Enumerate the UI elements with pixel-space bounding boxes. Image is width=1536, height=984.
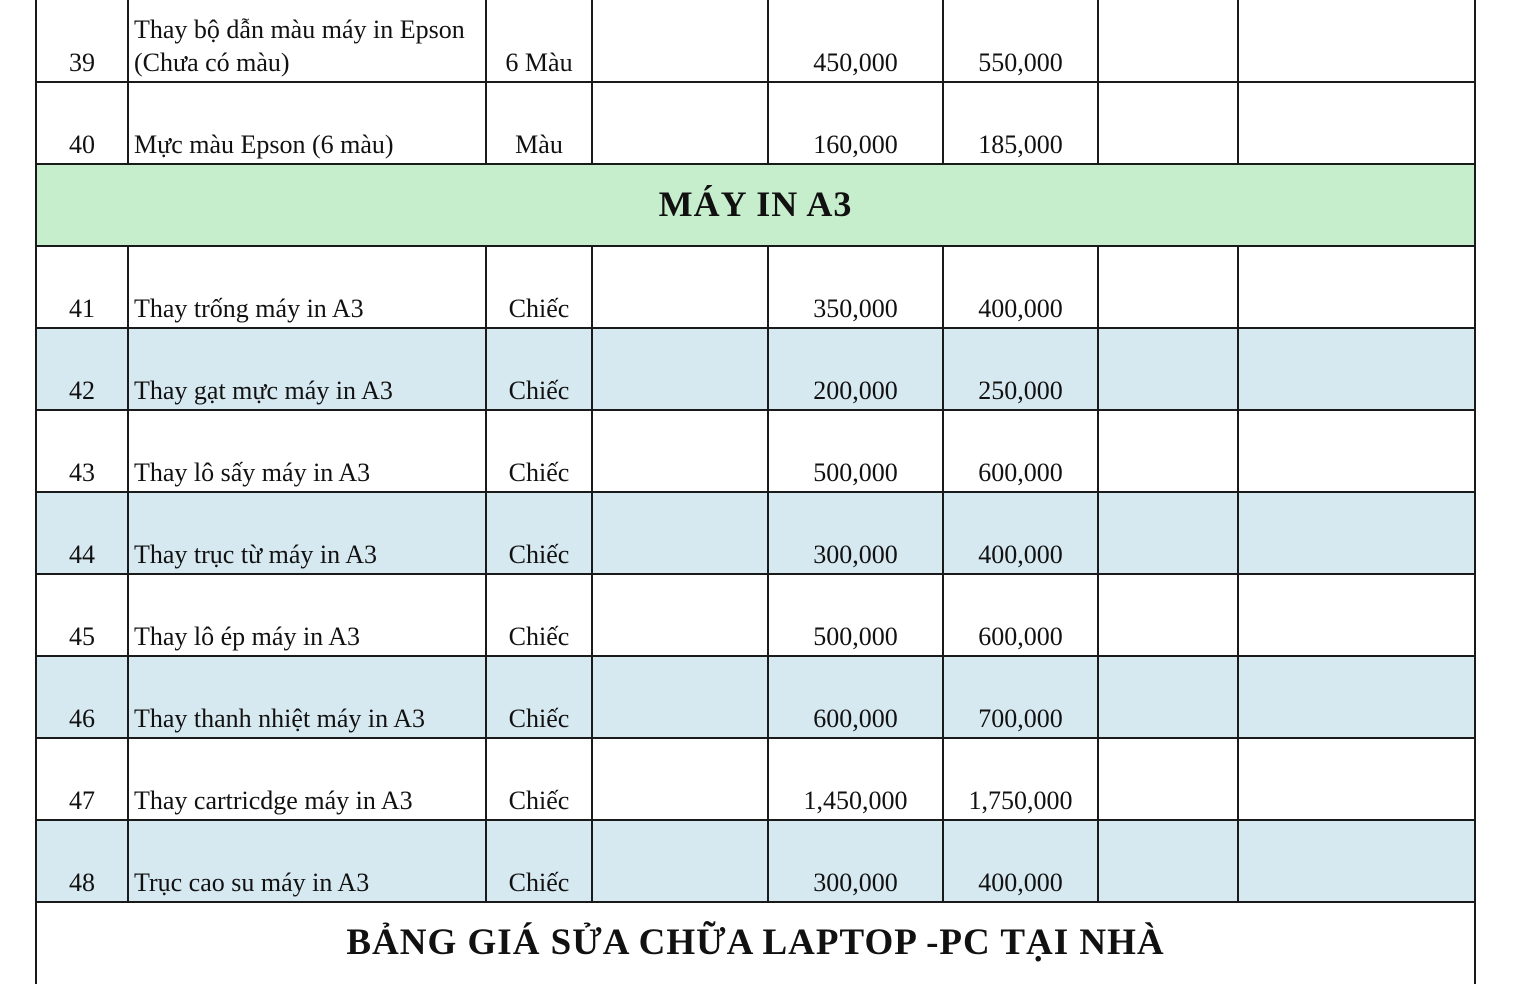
service-name: Thay trục từ máy in A3 <box>128 492 486 574</box>
empty-cell <box>592 82 768 164</box>
empty-cell <box>1238 656 1475 738</box>
unit-cell: Chiếc <box>486 656 592 738</box>
price-min-cell: 350,000 <box>768 246 943 328</box>
service-name: Thay lô ép máy in A3 <box>128 574 486 656</box>
empty-cell <box>1098 738 1238 820</box>
table-row <box>36 820 1475 902</box>
price-min-cell: 600,000 <box>768 656 943 738</box>
row-number: 43 <box>36 410 128 492</box>
empty-cell <box>592 0 768 82</box>
unit-cell: Chiếc <box>486 738 592 820</box>
unit-cell: Màu <box>486 82 592 164</box>
service-name: Thay gạt mực máy in A3 <box>128 328 486 410</box>
row-number: 39 <box>36 0 128 82</box>
price-max-cell: 185,000 <box>943 82 1098 164</box>
footer-title: BẢNG GIÁ SỬA CHỮA LAPTOP -PC TẠI NHÀ <box>36 902 1475 984</box>
empty-cell <box>592 656 768 738</box>
price-min-cell: 450,000 <box>768 0 943 82</box>
unit-cell: 6 Màu <box>486 0 592 82</box>
service-name-line-2: (Chưa có màu) <box>134 48 290 77</box>
row-number: 40 <box>36 82 128 164</box>
row-number: 46 <box>36 656 128 738</box>
table-row <box>36 82 1475 164</box>
table-row <box>36 738 1475 820</box>
row-number: 47 <box>36 738 128 820</box>
empty-cell <box>1098 0 1238 82</box>
empty-cell <box>1238 410 1475 492</box>
price-max-cell: 400,000 <box>943 246 1098 328</box>
empty-cell <box>1098 410 1238 492</box>
service-name <box>128 0 486 82</box>
service-name: Mực màu Epson (6 màu) <box>128 82 486 164</box>
service-name: Thay trống máy in A3 <box>128 246 486 328</box>
price-min-cell: 160,000 <box>768 82 943 164</box>
empty-cell <box>1098 328 1238 410</box>
empty-cell <box>592 820 768 902</box>
price-max-cell: 600,000 <box>943 574 1098 656</box>
table-row <box>36 328 1475 410</box>
price-max-cell: 550,000 <box>943 0 1098 82</box>
empty-cell <box>592 328 768 410</box>
service-name: Thay thanh nhiệt máy in A3 <box>128 656 486 738</box>
empty-cell <box>592 246 768 328</box>
service-name: Thay lô sấy máy in A3 <box>128 410 486 492</box>
empty-cell <box>592 492 768 574</box>
section-title: MÁY IN A3 <box>36 164 1475 246</box>
empty-cell <box>1098 246 1238 328</box>
price-max-cell: 1,750,000 <box>943 738 1098 820</box>
row-number: 45 <box>36 574 128 656</box>
unit-cell: Chiếc <box>486 410 592 492</box>
unit-cell: Chiếc <box>486 492 592 574</box>
row-number: 44 <box>36 492 128 574</box>
row-number: 42 <box>36 328 128 410</box>
price-max-cell: 250,000 <box>943 328 1098 410</box>
price-min-cell: 300,000 <box>768 492 943 574</box>
price-min-cell: 1,450,000 <box>768 738 943 820</box>
unit-cell: Chiếc <box>486 820 592 902</box>
table-row <box>36 656 1475 738</box>
price-min-cell: 500,000 <box>768 410 943 492</box>
price-max-cell: 700,000 <box>943 656 1098 738</box>
empty-cell <box>1098 574 1238 656</box>
empty-cell <box>1098 656 1238 738</box>
empty-cell <box>592 738 768 820</box>
service-name: Thay cartricdge máy in A3 <box>128 738 486 820</box>
section-header-row <box>36 164 1475 246</box>
empty-cell <box>1238 492 1475 574</box>
empty-cell <box>1238 820 1475 902</box>
service-name: Trục cao su máy in A3 <box>128 820 486 902</box>
table-row <box>36 0 1475 82</box>
price-min-cell: 500,000 <box>768 574 943 656</box>
unit-cell: Chiếc <box>486 246 592 328</box>
table-row <box>36 410 1475 492</box>
price-min-cell: 200,000 <box>768 328 943 410</box>
empty-cell <box>1238 328 1475 410</box>
row-number: 41 <box>36 246 128 328</box>
price-table-sheet <box>35 0 1474 984</box>
unit-cell: Chiếc <box>486 574 592 656</box>
table-row <box>36 574 1475 656</box>
row-number: 48 <box>36 820 128 902</box>
table-row <box>36 246 1475 328</box>
empty-cell <box>1098 820 1238 902</box>
price-min-cell: 300,000 <box>768 820 943 902</box>
price-max-cell: 400,000 <box>943 820 1098 902</box>
table-row <box>36 492 1475 574</box>
unit-cell: Chiếc <box>486 328 592 410</box>
price-max-cell: 600,000 <box>943 410 1098 492</box>
empty-cell <box>1238 0 1475 82</box>
price-table <box>35 0 1476 984</box>
service-name-line-1: Thay bộ dẫn màu máy in Epson <box>134 15 465 44</box>
empty-cell <box>1238 738 1475 820</box>
empty-cell <box>1098 82 1238 164</box>
footer-title-row <box>36 902 1475 984</box>
empty-cell <box>1238 82 1475 164</box>
empty-cell <box>592 574 768 656</box>
empty-cell <box>1238 246 1475 328</box>
empty-cell <box>592 410 768 492</box>
price-max-cell: 400,000 <box>943 492 1098 574</box>
empty-cell <box>1098 492 1238 574</box>
empty-cell <box>1238 574 1475 656</box>
